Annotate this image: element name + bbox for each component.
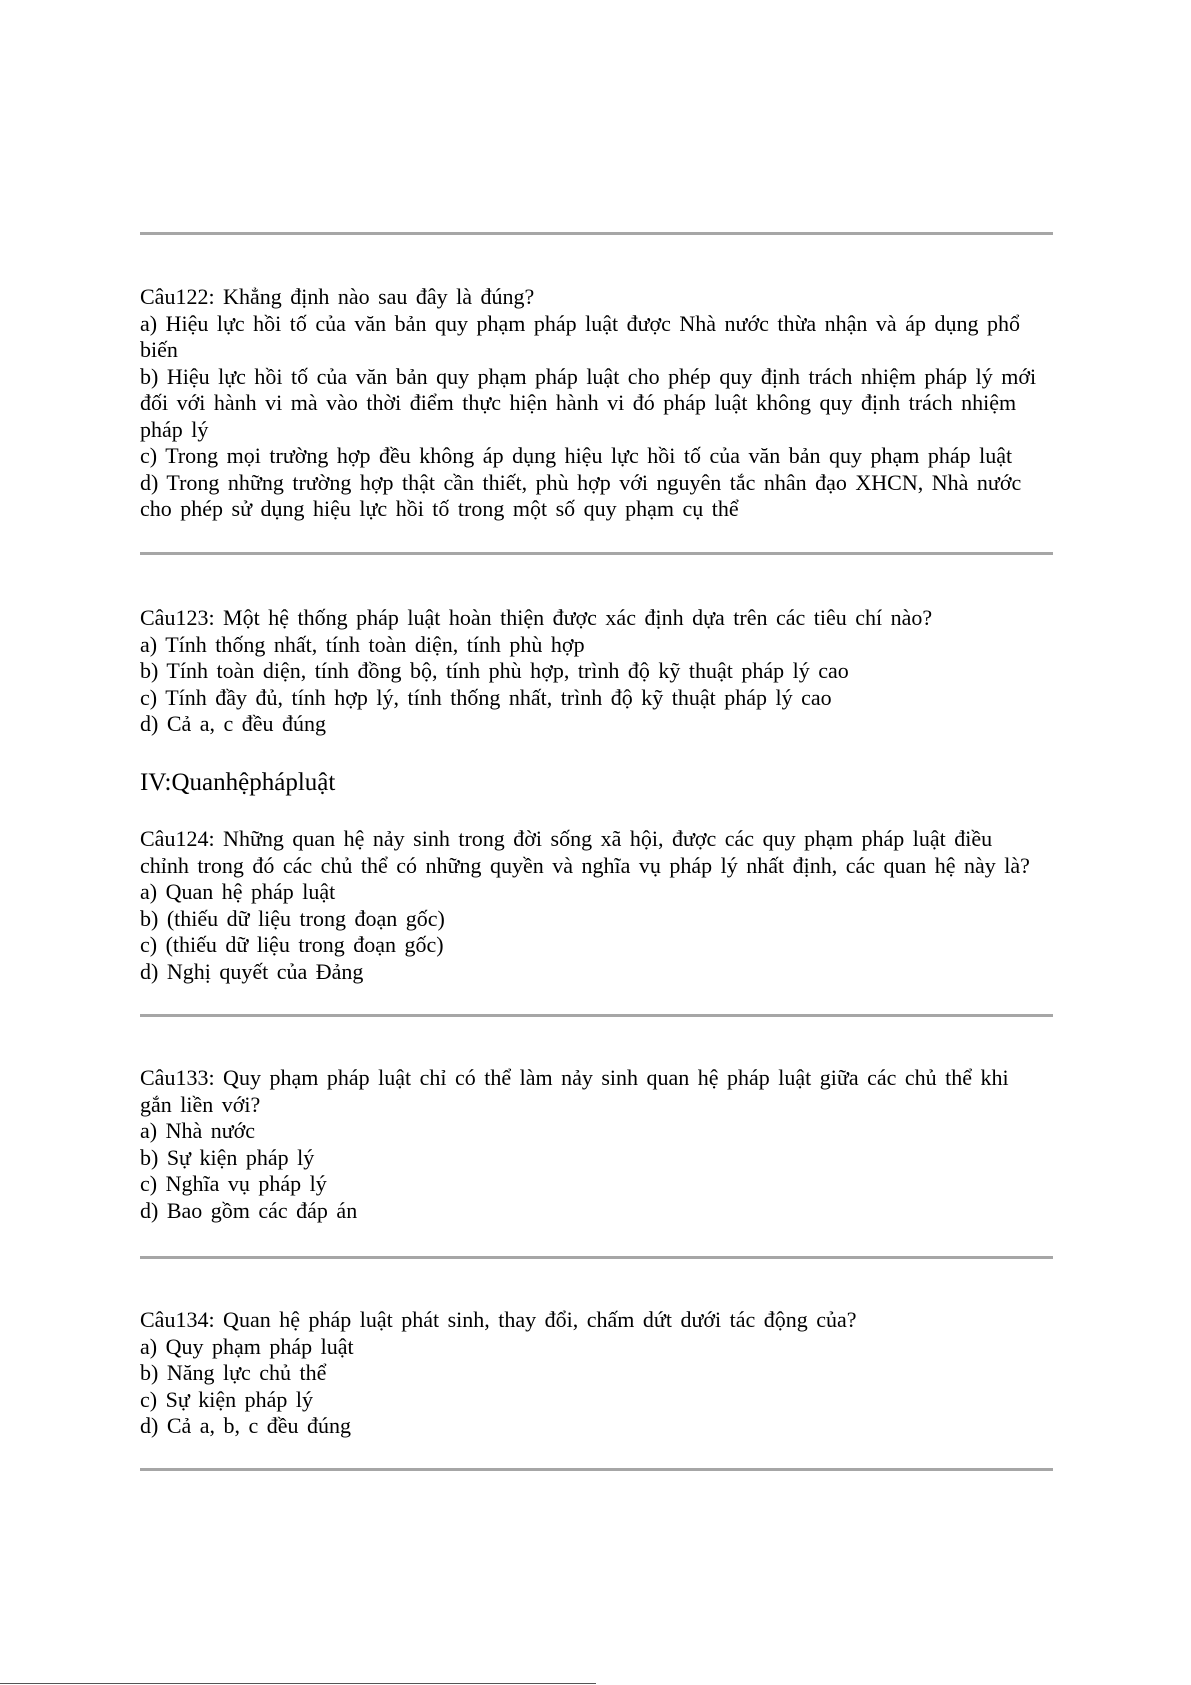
separator-line	[140, 1468, 1053, 1471]
question-text-line: d) Cả a, c đều đúng	[140, 711, 327, 736]
question-124	[140, 826, 1120, 985]
question-title: Câu124: Những quan hệ nảy sinh trong đời sống xã hội, được các quy phạm pháp luật điều	[140, 826, 993, 851]
question-text-line: pháp lý	[140, 416, 209, 442]
question-134	[140, 1307, 1120, 1440]
question-text-line: d) Trong những trường hợp thật cần thiết, phù hợp với nguyên tắc nhân đạo XHCN, Nhà nước	[140, 469, 1022, 495]
question-text-line: d) Bao gồm các đáp án	[140, 1197, 358, 1223]
question-text-line: a) Quan hệ pháp luật	[140, 879, 336, 904]
question-title: Câu133: Quy phạm pháp luật chỉ có thể làm nảy sinh quan hệ pháp luật giữa các chủ thể khi	[140, 1065, 1009, 1090]
question-text-line: c) Nghĩa vụ pháp lý	[140, 1171, 327, 1196]
question-text-line: a) Hiệu lực hồi tố của văn bản quy phạm pháp luật được Nhà nước thừa nhận và áp dụng phổ	[140, 310, 1020, 336]
question-133	[140, 1065, 1120, 1224]
question-text-line: b) Tính toàn diện, tính đồng bộ, tính phù hợp, trình độ kỹ thuật pháp lý cao	[140, 658, 849, 683]
section-title: IV:Quanhệphápluật	[140, 769, 336, 796]
question-text-line: d) Cả a, b, c đều đúng	[140, 1413, 352, 1438]
question-123	[140, 605, 1120, 738]
question-text-line: đối với hành vi mà vào thời điểm thực hiện hành vi đó pháp luật không quy định trách nhiệm	[140, 390, 1017, 415]
question-title: Câu123: Một hệ thống pháp luật hoàn thiện được xác định dựa trên các tiêu chí nào?	[140, 605, 933, 630]
separator-line	[140, 1014, 1053, 1017]
question-text-line: b) Hiệu lực hồi tố của văn bản quy phạm pháp luật cho phép quy định trách nhiệm pháp lý mới	[140, 363, 1037, 389]
question-text-line: cho phép sử dụng hiệu lực hồi tố trong một số quy phạm cụ thể	[140, 496, 739, 521]
question-text-line: b) Năng lực chủ thể	[140, 1360, 327, 1385]
question-text-line: b) Sự kiện pháp lý	[140, 1144, 315, 1170]
question-text-line: c) Tính đầy đủ, tính hợp lý, tính thống nhất, trình độ kỹ thuật pháp lý cao	[140, 684, 832, 710]
footer-line	[0, 1683, 596, 1684]
question-text-line: gắn liền với?	[140, 1091, 261, 1117]
separator-line	[140, 552, 1053, 555]
question-text-line: a) Quy phạm pháp luật	[140, 1333, 354, 1359]
question-text-line: c) Sự kiện pháp lý	[140, 1386, 314, 1412]
question-text-line: c) (thiếu dữ liệu trong đoạn gốc)	[140, 932, 444, 957]
question-title: Câu134: Quan hệ pháp luật phát sinh, thay đổi, chấm dứt dưới tác động của?	[140, 1307, 857, 1332]
question-text-line: a) Tính thống nhất, tính toàn diện, tính phù hợp	[140, 631, 585, 657]
separator-line	[140, 232, 1053, 235]
question-text-line: a) Nhà nước	[140, 1118, 256, 1143]
question-text-line: chỉnh trong đó các chủ thể có những quyền và nghĩa vụ pháp lý nhất định, các quan hệ này là?	[140, 852, 1030, 878]
question-text-line: c) Trong mọi trường hợp đều không áp dụng hiệu lực hồi tố của văn bản quy phạm pháp luật	[140, 443, 1013, 468]
question-text-line: b) (thiếu dữ liệu trong đoạn gốc)	[140, 905, 445, 931]
question-122	[140, 284, 1120, 523]
question-text-line: d) Nghị quyết của Đảng	[140, 958, 364, 984]
question-title: Câu122: Khẳng định nào sau đây là đúng?	[140, 284, 535, 309]
separator-line	[140, 1256, 1053, 1259]
question-text-line: biến	[140, 337, 178, 362]
